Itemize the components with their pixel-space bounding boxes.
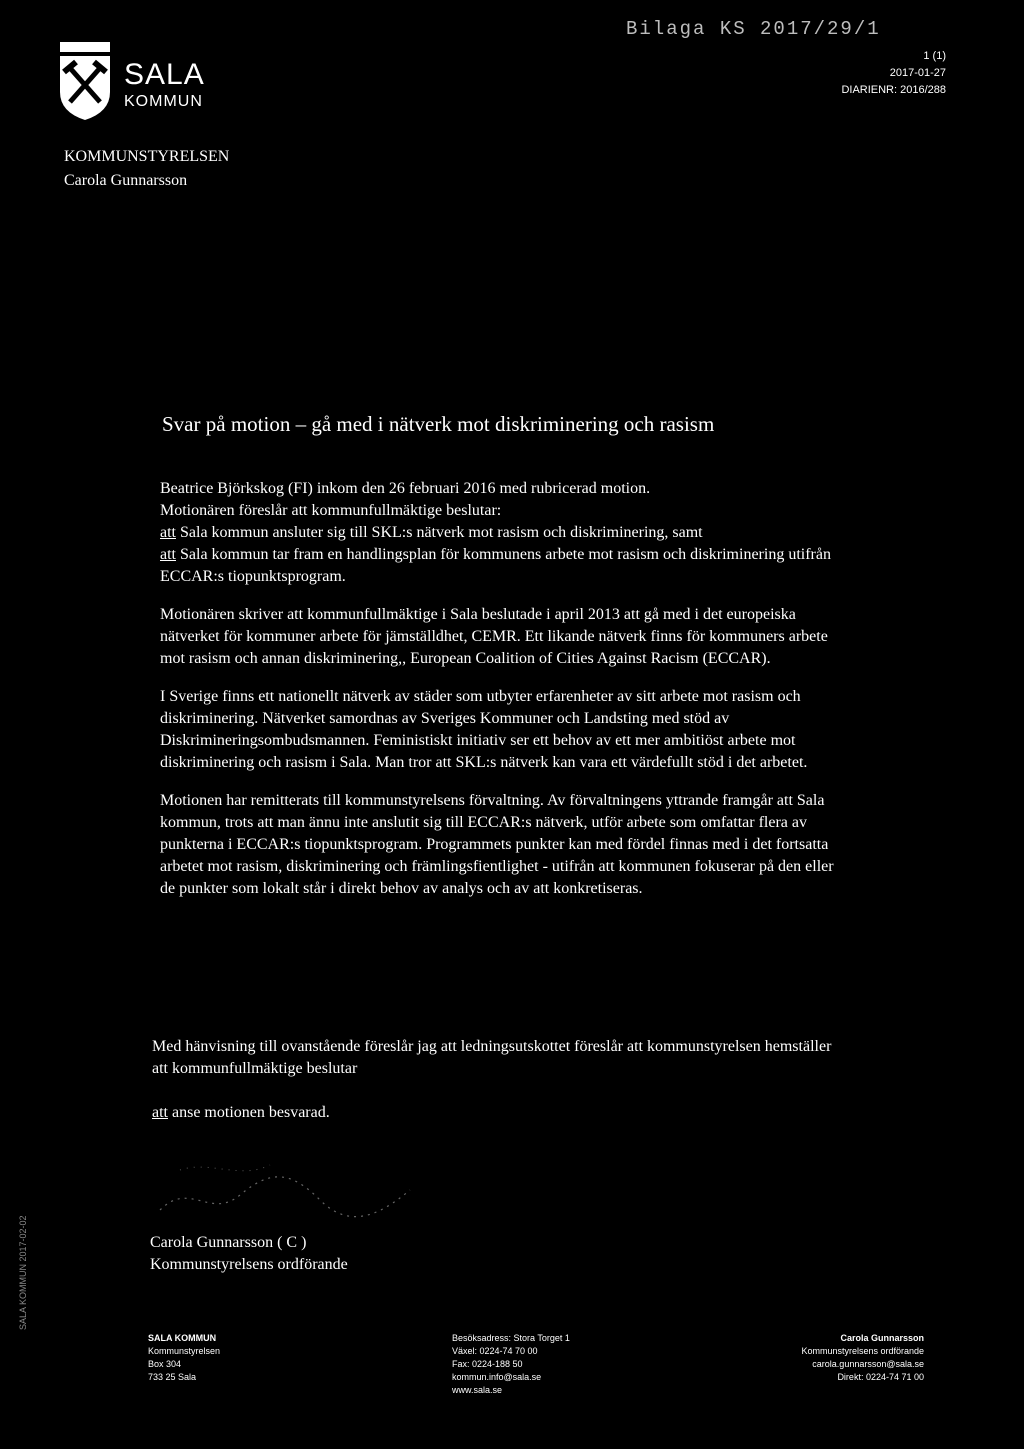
paragraph: Motionären skriver att kommunfullmäktige i Sala beslutade i april 2013 att gå med i det europeiska nätverket för kommuner arbete för jämställdhet, CEMR. Ett likande nätverk finns för kommuners arbete mot rasism och annan diskriminering,, European Coalition of Cities Against Racism (ECCAR). (160, 606, 828, 667)
att-text: Sala kommun ansluter sig till SKL:s nätverk mot rasism och diskriminering, samt (176, 524, 703, 541)
footer-line: SALA KOMMUN (148, 1333, 217, 1343)
footer-line: 733 25 Sala (148, 1372, 197, 1382)
sender-block (64, 145, 229, 193)
intro-line: Motionären föreslår att kommunfullmäktige beslutar: (160, 502, 502, 519)
footer-line: carola.gunnarsson@sala.se (812, 1359, 924, 1369)
footer-contact (452, 1332, 570, 1397)
footer-line: Besöksadress: Stora Torget 1 (452, 1333, 570, 1343)
logo-sub: KOMMUN (124, 93, 203, 110)
att-text: Sala kommun tar fram en handlingsplan för kommunens arbete mot rasism och diskriminering utifrån ECCAR:s tiopunktsprogram. (160, 546, 831, 585)
closing-paragraph: Med hänvisning till ovanstående föreslår jag att ledningsutskottet föreslår att kommunstyrelsen hemställer att kommunfullmäktige beslutar (152, 1038, 832, 1077)
page-number: 1 (1) (923, 50, 946, 62)
footer-line: Kommunstyrelsens ordförande (801, 1346, 924, 1356)
footer-line: Box 304 (148, 1359, 182, 1369)
signer-block (150, 1232, 348, 1276)
document-date: 2017-01-27 (889, 67, 946, 79)
footer-line: www.sala.se (452, 1385, 503, 1395)
closing-block (152, 1036, 842, 1146)
decision-line (152, 1102, 842, 1124)
footer-address (148, 1332, 220, 1384)
att-word: att (160, 546, 176, 563)
document-body (160, 478, 840, 916)
document-title: Svar på motion – gå med i nätverk mot diskriminering och rasism (162, 412, 715, 436)
logo-name: SALA (124, 58, 205, 91)
paragraph: Motionen har remitterats till kommunstyrelsens förvaltning. Av förvaltningens yttrande framgår att Sala kommun, trots att man ännu inte anslutit sig till ECCAR:s nätverk, utför arbete som omfattar flera av punkterna i ECCAR:s tiopunktsprogram. Programmets punkter kan med fördel finnas med i det fortsatta arbetet mot rasism, diskriminering och främlingsfientlighet - utifrån att kommunen fokuserar på den eller de punkter som lokalt står i direkt behov av analys och av att konkretiseras. (160, 792, 834, 897)
footer-line: Kommunstyrelsen (148, 1346, 221, 1356)
paragraph-intro (160, 478, 840, 588)
paragraph: I Sverige finns ett nationellt nätverk av städer som utbyter erfarenheter av sitt arbete mot rasism och diskriminering. Nätverket samordnas av Sveriges Kommuner och Landsting med stöd av Diskrimineringsombudsmannen. Feministiskt initiativ ser ett behov av ett mer ambitiöst arbete mot diskriminering och rasism i Sala. Man tror att SKL:s nätverk kan vara ett värdefullt stöd i det arbetet. (160, 688, 808, 771)
handwritten-signature (150, 1140, 480, 1230)
footer-person (801, 1332, 924, 1384)
footer-line: kommun.info@sala.se (452, 1372, 542, 1382)
signer-role: Kommunstyrelsens ordförande (150, 1256, 348, 1273)
footer-line: Direkt: 0224-74 71 00 (837, 1372, 924, 1382)
document-meta (841, 48, 946, 99)
att-word: att (152, 1104, 168, 1121)
diary-number: DIARIENR: 2016/288 (841, 84, 946, 96)
registration-stamp: Bilaga KS 2017/29/1 (626, 18, 881, 40)
side-stamp: SALA KOMMUN 2017-02-02 (18, 1215, 28, 1330)
footer-line: Fax: 0224-188 50 (452, 1359, 523, 1369)
signer-name: Carola Gunnarsson ( C ) (150, 1234, 307, 1251)
intro-line: Beatrice Björkskog (FI) inkom den 26 februari 2016 med rubricerad motion. (160, 480, 651, 497)
att-clause (160, 522, 840, 544)
att-word: att (160, 524, 176, 541)
footer-line: Växel: 0224-74 70 00 (452, 1346, 538, 1356)
sender-person: Carola Gunnarsson (64, 172, 188, 189)
decision-text: anse motionen besvarad. (168, 1104, 330, 1121)
sender-org: KOMMUNSTYRELSEN (64, 148, 230, 165)
att-clause (160, 544, 840, 588)
footer-line: Carola Gunnarsson (840, 1333, 924, 1343)
